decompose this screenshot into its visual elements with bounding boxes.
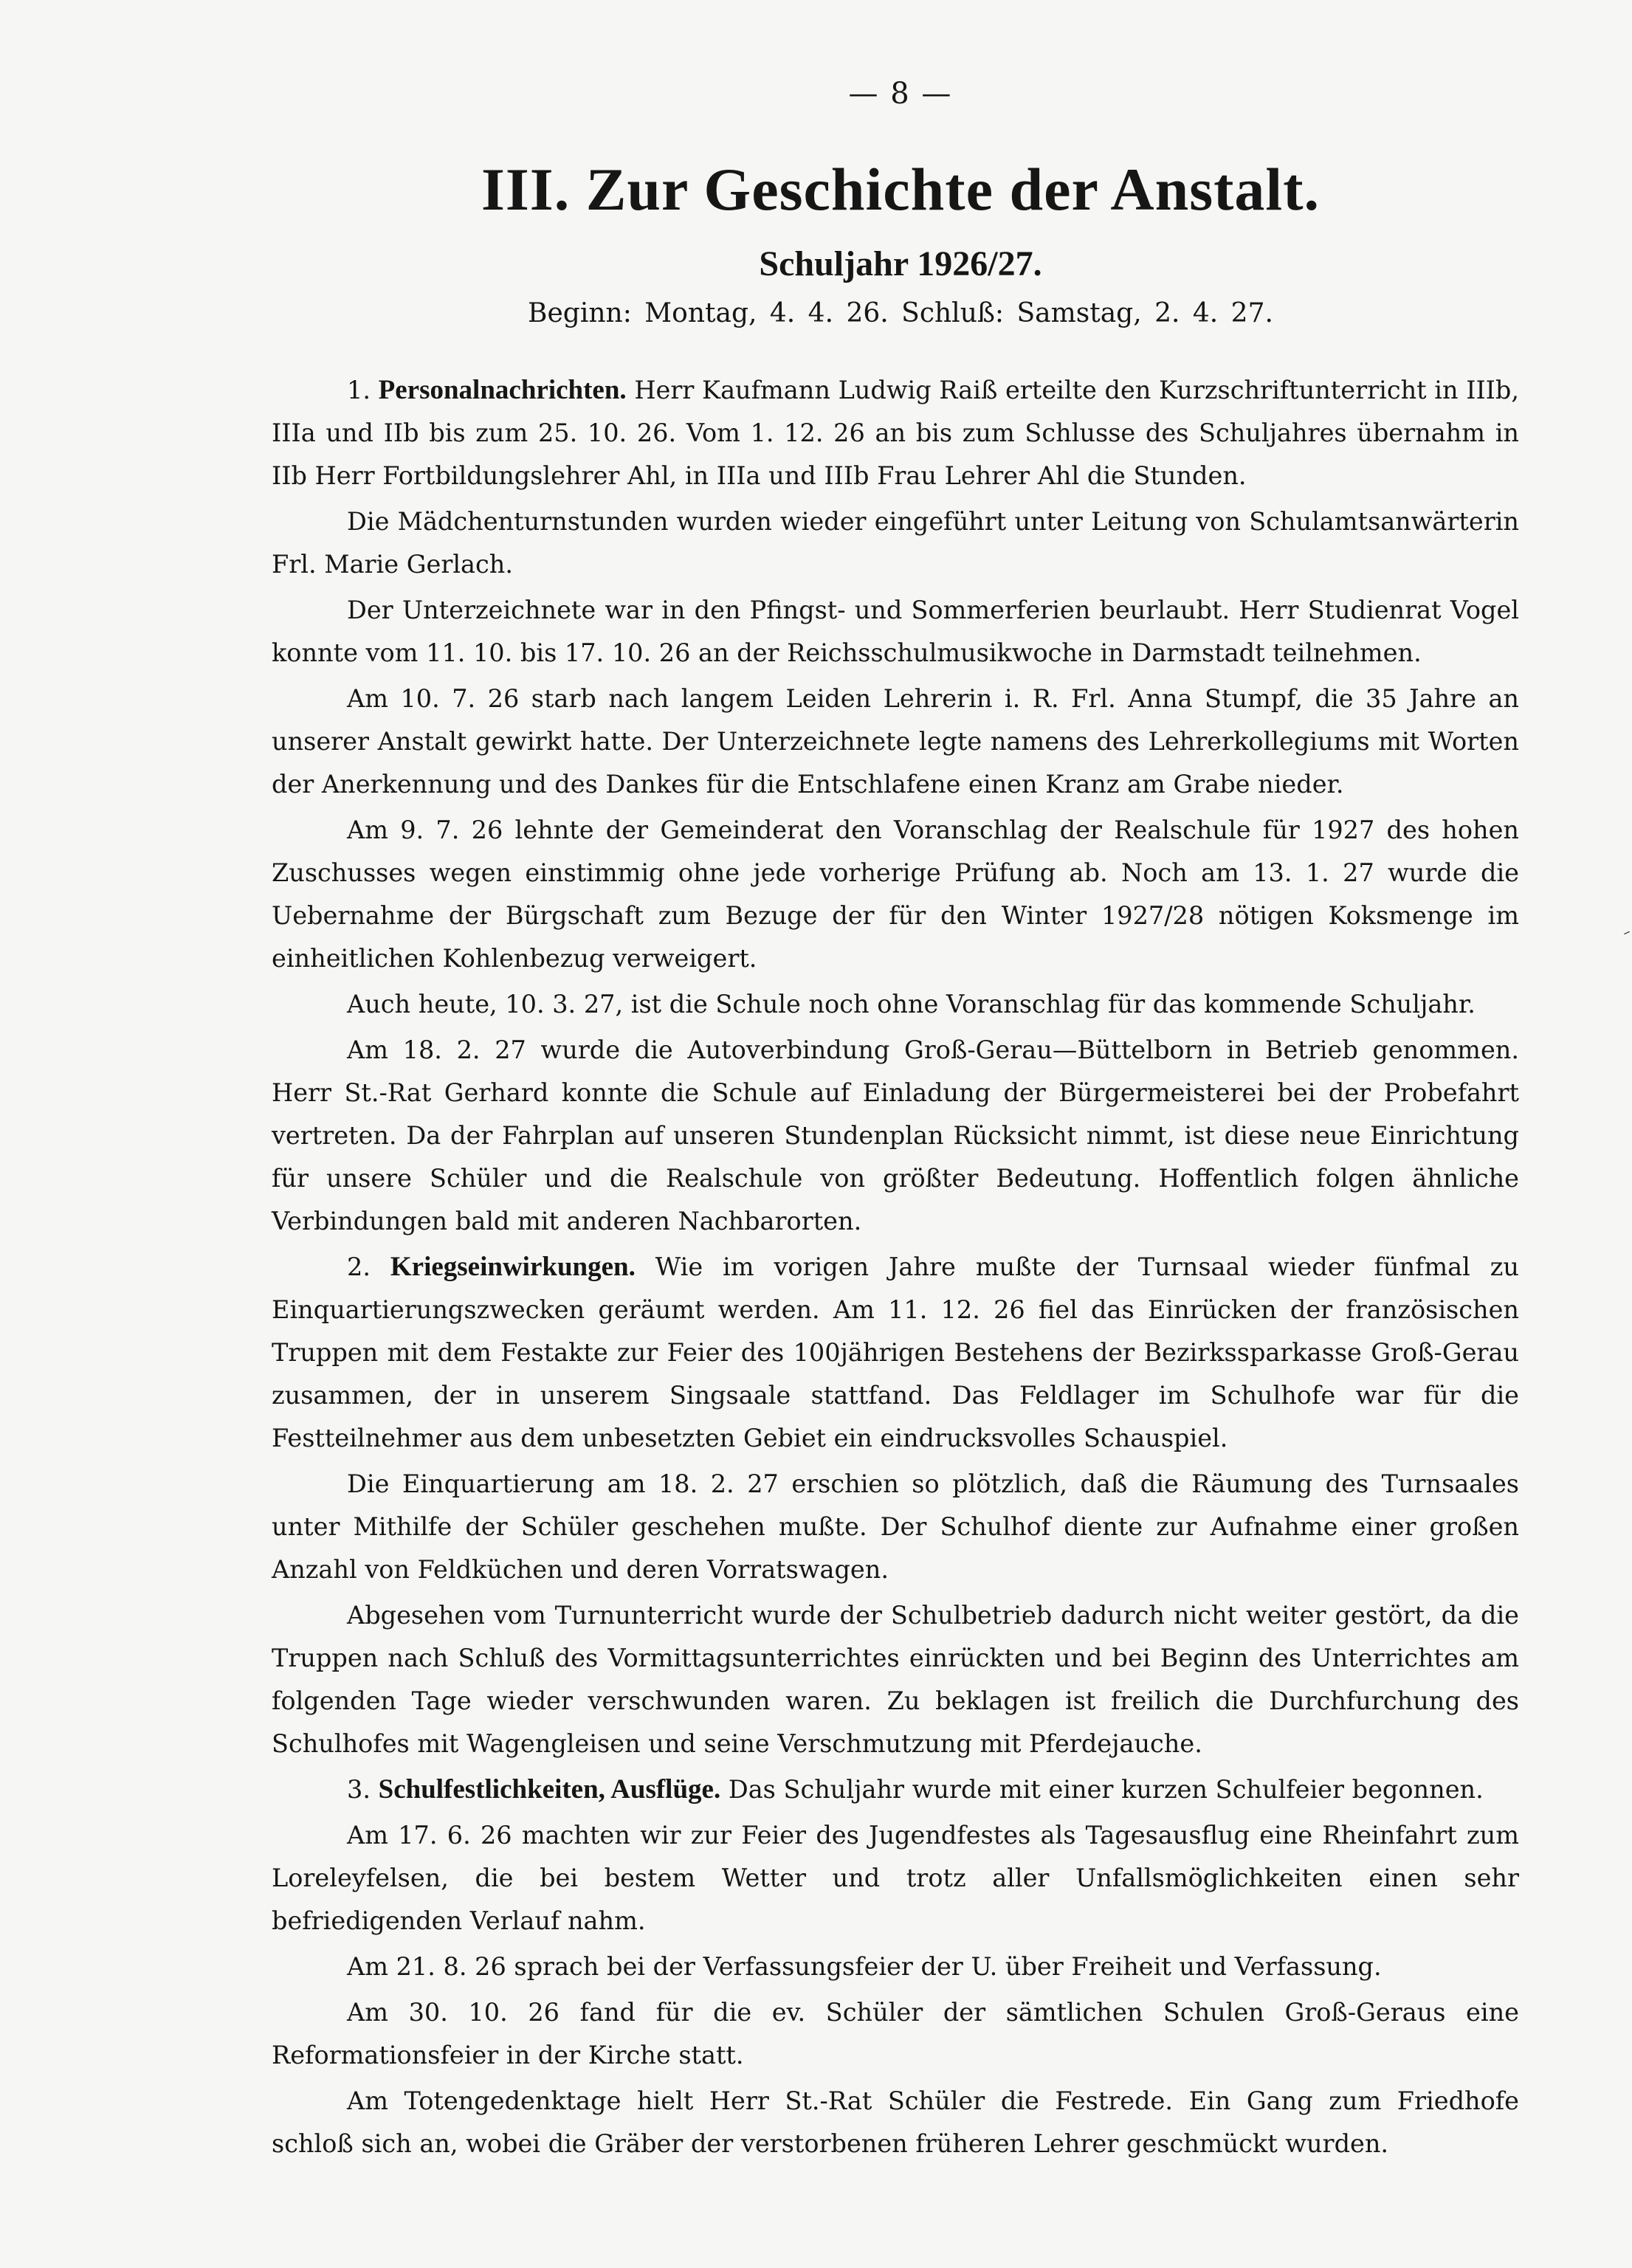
paragraph: Am 9. 7. 26 lehnte der Gemeinderat den Voranschlag der Realschule für 1927 des hohen Zuschusses wegen einstimmig ohne jede vorherige Prüfung ab. Noch am 13. 1. 27 wurde die Uebernahme der Bürgschaft zum Bezuge der für den Winter 1927/28 nötigen Koksmenge im einheitlichen Kohlenbezug verweigert. [272,816,1519,973]
paragraph: Die Einquartierung am 18. 2. 27 erschien so plötzlich, daß die Räumung des Turnsaales unter Mithilfe der Schüler geschehen mußte. Der Schulhof diente zur Aufnahme einer großen Anzahl von Feldküchen und deren Vorratswagen. [272,1469,1519,1584]
paragraph: Am 17. 6. 26 machten wir zur Feier des Jugendfestes als Tagesausflug eine Rheinfahrt zum Loreleyfelsen, die bei bestem Wetter und trotz aller Unfallsmöglichkeiten einen sehr befriedigenden Verlauf nahm. [272,1821,1519,1935]
margin-pencil-mark [1624,931,1630,934]
paragraph: Auch heute, 10. 3. 27, ist die Schule noch ohne Voranschlag für das kommende Schuljahr. [347,990,1476,1018]
page-number: — 8 — [848,77,953,111]
school-year-subtitle: Schuljahr 1926/27. [759,244,1042,283]
paragraph-heading: Personalnachrichten. [378,375,627,405]
paragraph: 3. Schulfestlichkeiten, Ausflüge. Das Schuljahr wurde mit einer kurzen Schulfeier begonnen. [347,1774,1484,1805]
paragraph: Abgesehen vom Turnunterricht wurde der Schulbetrieb dadurch nicht weiter gestört, da die Truppen nach Schluß des Vormittagsunterrichtes einrückten und bei Beginn des Unterrichtes am folgenden Tage wieder verschwunden waren. Zu beklagen ist freilich die Durchfurchung des Schulhofes mit Wagengleisen und seine Verschmutzung mit Pferdejauche. [272,1601,1519,1758]
paragraph: Am Totengedenktage hielt Herr St.-Rat Schüler die Festrede. Ein Gang zum Friedhofe schloß sich an, wobei die Gräber der verstorbenen früheren Lehrer geschmückt wurden. [272,2086,1519,2158]
paragraph-heading: Schulfestlichkeiten, Ausflüge. [378,1774,721,1805]
paragraph: Am 21. 8. 26 sprach bei der Verfassungsfeier der U. über Freiheit und Verfassung. [347,1952,1382,1981]
paragraph: Der Unterzeichnete war in den Pfingst- und Sommerferien beurlaubt. Herr Studienrat Vogel konnte vom 11. 10. bis 17. 10. 26 an der Reichsschulmusikwoche in Darmstadt teilnehmen. [272,596,1519,667]
paragraph-heading: Kriegseinwirkungen. [390,1252,636,1282]
section-title: III. Zur Geschichte der Anstalt. [481,156,1321,223]
paragraph: Am 30. 10. 26 fand für die ev. Schüler der sämtlichen Schulen Groß-Geraus eine Reformationsfeier in der Kirche statt. [272,1998,1519,2069]
school-year-dates: Beginn: Montag, 4. 4. 26. Schluß: Samstag, 2. 4. 27. [528,298,1273,328]
paragraph: 2. Kriegseinwirkungen. Wie im vorigen Jahre mußte der Turnsaal wieder fünfmal zu Einquartierungszwecken geräumt werden. Am 11. 12. 26 fiel das Einrücken der französischen Truppen mit dem Festakte zur Feier des 100jährigen Bestehens der Bezirkssparkasse Groß-Gerau zusammen, der in unserem Singsaale stattfand. Das Feldlager im Schulhofe war für die Festteilnehmer aus dem unbesetzten Gebiet ein eindrucksvolles Schauspiel. [272,1252,1519,1452]
paragraph: 1. Personalnachrichten. Herr Kaufmann Ludwig Raiß erteilte den Kurzschriftunterricht in IIIb, IIIa und IIb bis zum 25. 10. 26. Vom 1. 12. 26 an bis zum Schlusse des Schuljahres übernahm in IIb Herr Fortbildungslehrer Ahl, in IIIa und IIIb Frau Lehrer Ahl die Stunden. [272,375,1520,490]
chronicle-body [272,369,1519,2165]
paragraph: Die Mädchenturnstunden wurden wieder eingeführt unter Leitung von Schulamtsanwärterin Frl. Marie Gerlach. [272,507,1519,579]
paragraph: Am 18. 2. 27 wurde die Autoverbindung Groß-Gerau—Büttelborn in Betrieb genommen. Herr St.-Rat Gerhard konnte die Schule auf Einladung der Bürgermeisterei bei der Probefahrt vertreten. Da der Fahrplan auf unseren Stundenplan Rücksicht nimmt, ist diese neue Einrichtung für unsere Schüler und die Realschule von größter Bedeutung. Hoffentlich folgen ähnliche Verbindungen bald mit anderen Nachbarorten. [272,1035,1519,1235]
paragraph: Am 10. 7. 26 starb nach langem Leiden Lehrerin i. R. Frl. Anna Stumpf, die 35 Jahre an unserer Anstalt gewirkt hatte. Der Unterzeichnete legte namens des Lehrerkollegiums mit Worten der Anerkennung und des Dankes für die Entschlafene einen Kranz am Grabe nieder. [272,684,1519,799]
